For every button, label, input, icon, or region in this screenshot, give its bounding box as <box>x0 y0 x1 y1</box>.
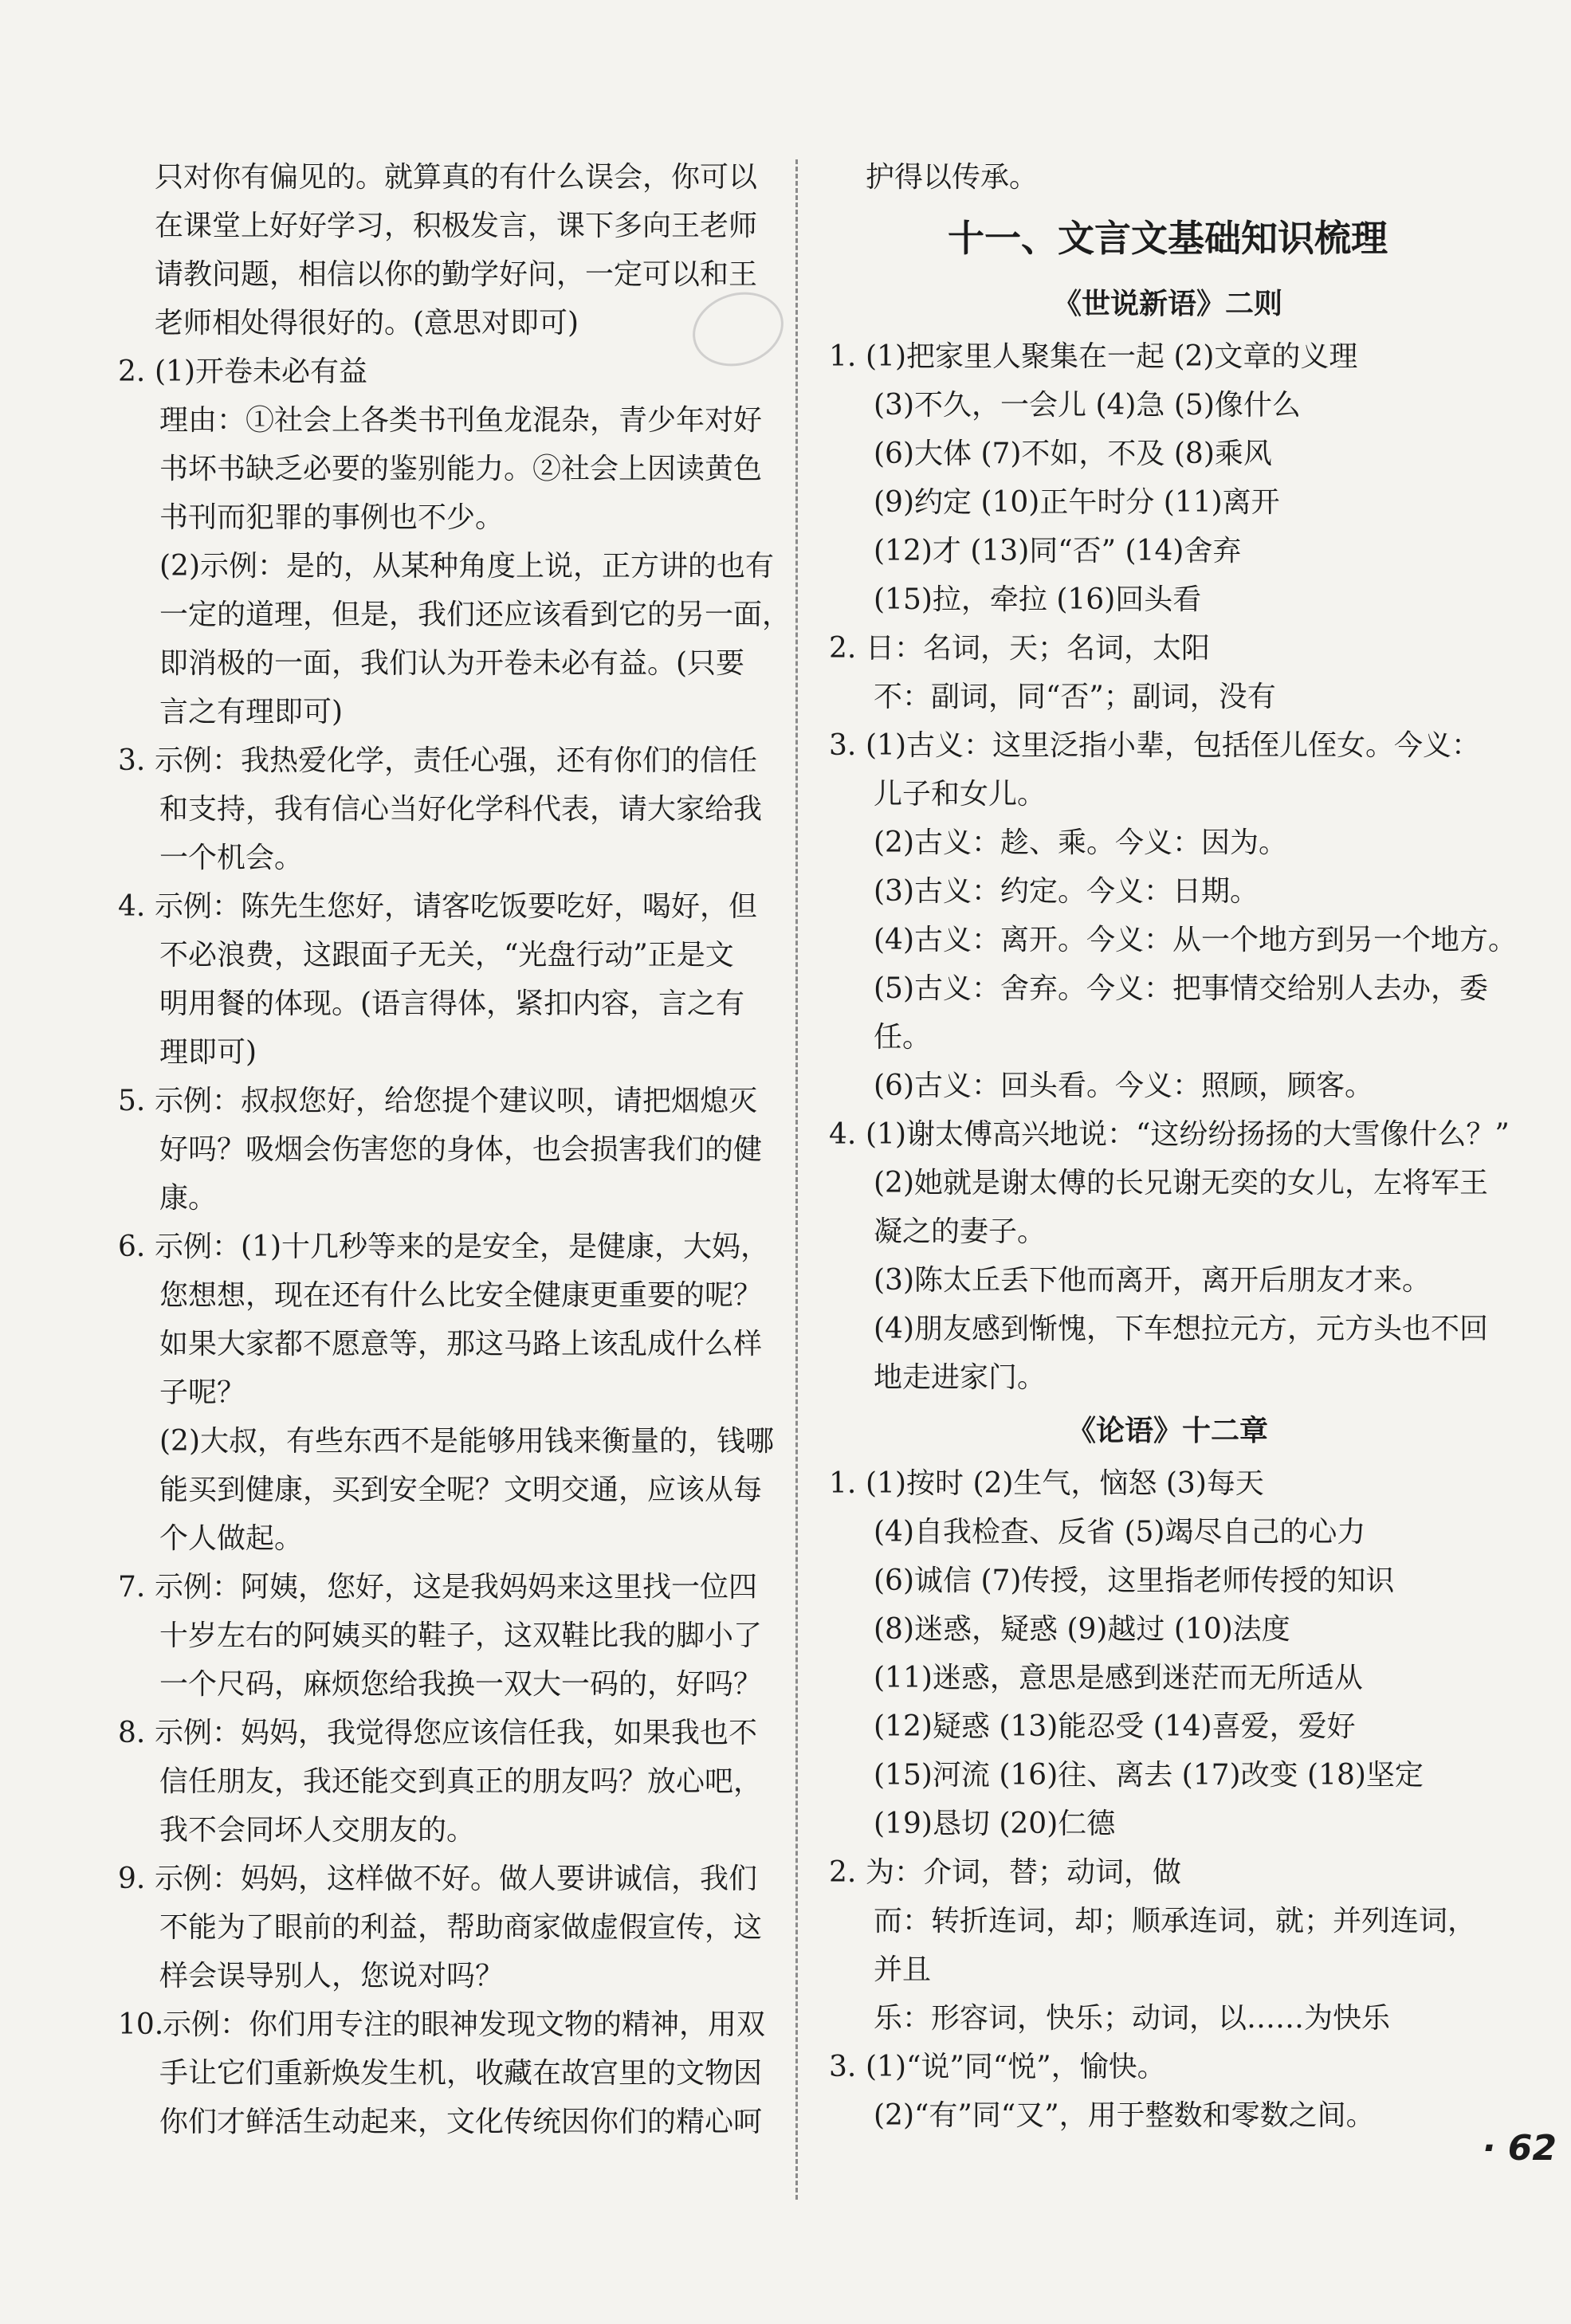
line-text: 如果大家都不愿意等，那这马路上该乱成什么样 <box>159 1328 763 1360</box>
line-text: (3)不久，一会儿 (4)急 (5)像什么 <box>874 389 1301 422</box>
line-text: 言之有理即可) <box>159 696 344 728</box>
line-text: (4)古义：离开。今义：从一个地方到另一个地方。 <box>874 924 1517 956</box>
answer-line <box>829 1207 1483 1256</box>
answer-line <box>118 1611 780 1660</box>
answer-line <box>118 153 780 202</box>
line-text: 子呢？ <box>159 1376 246 1409</box>
line-text: (3)古义：约定。今义：日期。 <box>874 875 1259 908</box>
line-text: (2)示例：是的，从某种角度上说，正方讲的也有 <box>159 550 774 583</box>
item-number: 3. <box>118 744 146 777</box>
left-column <box>118 153 791 2146</box>
line-text: (1)把家里人聚集在一起 (2)文章的义理 <box>866 340 1358 373</box>
answer-line <box>829 819 1483 867</box>
answer-line <box>829 1605 1483 1654</box>
line-text: (1)古义：这里泛指小辈，包括侄儿侄女。今义： <box>866 729 1480 762</box>
item-number: 8. <box>118 1717 146 1749</box>
line-text: 一个尺码，麻烦您给我换一双大一码的，好吗？ <box>159 1668 763 1701</box>
line-text: 儿子和女儿。 <box>874 778 1047 811</box>
item-number: 2. <box>829 1856 857 1889</box>
answer-line <box>118 250 780 299</box>
section-title: 十一、文言文基础知识梳理 <box>948 217 1388 260</box>
line-text: 示例：陈先生您好，请客吃饭要吃好，喝好，但 <box>155 890 758 923</box>
line-text: (4)朋友感到惭愧，下车想拉元方，元方头也不回 <box>874 1313 1488 1345</box>
answer-line <box>118 542 780 591</box>
line-text: (1)“说”同“悦”，愉快。 <box>866 2051 1166 2083</box>
line-text: (8)迷惑，疑惑 (9)越过 (10)法度 <box>874 1613 1290 1646</box>
line-text: (15)拉，牵拉 (16)回头看 <box>874 583 1202 616</box>
answer-line <box>118 1417 780 1466</box>
line-text: 老师相处得很好的。(意思对即可) <box>155 307 579 340</box>
line-text: (6)大体 (7)不如，不及 (8)乘风 <box>874 438 1272 470</box>
item-number: 4. <box>829 1118 857 1151</box>
line-text: (4)自我检查、反省 (5)竭尽自己的心力 <box>874 1516 1366 1549</box>
answer-line <box>118 1271 780 1320</box>
line-text: 示例：我热爱化学，责任心强，还有你们的信任 <box>155 744 758 777</box>
answer-line <box>118 1806 780 1855</box>
answer-line <box>118 1368 780 1417</box>
answer-line <box>118 785 780 834</box>
answer-line <box>829 770 1483 819</box>
answer-line <box>118 1028 780 1077</box>
line-text: 示例：(1)十几秒等来的是安全，是健康，大妈， <box>155 1231 769 1263</box>
item-number: 3. <box>829 729 857 762</box>
subsection-title-lunyu: 《论语》十二章 <box>1066 1414 1268 1447</box>
line-text: (2)大叔，有些东西不是能够用钱来衡量的，钱哪 <box>159 1425 774 1458</box>
answer-line <box>829 1557 1483 1605</box>
item-number: 6. <box>118 1231 146 1263</box>
answer-item <box>829 624 1483 673</box>
answer-line <box>118 2049 780 2098</box>
answer-line <box>118 493 780 542</box>
answer-line <box>118 1320 780 1368</box>
answer-line <box>829 1159 1488 1207</box>
line-text: (2)古义：趁、乘。今义：因为。 <box>874 826 1287 859</box>
line-text: 一个机会。 <box>159 842 304 874</box>
line-text: (12)才 (13)同“否” (14)舍弃 <box>874 535 1242 567</box>
answer-line <box>118 396 780 445</box>
item-number: 2. <box>118 355 146 388</box>
line-text: 即消极的一面，我们认为开卷未必有益。(只要 <box>159 647 745 680</box>
item-number: 5. <box>118 1085 146 1117</box>
answer-line <box>829 964 1488 1013</box>
line-text: (3)陈太丘丢下他而离开，离开后朋友才来。 <box>874 1264 1431 1297</box>
answer-line <box>829 916 1517 964</box>
line-text: 为：介词，替；动词，做 <box>866 1856 1182 1889</box>
line-text: 不必浪费，这跟面子无关，“光盘行动”正是文 <box>159 939 734 972</box>
answer-line <box>118 1757 780 1806</box>
answer-line <box>829 1702 1483 1751</box>
line-text: 乐：形容词，快乐；动词，以……为快乐 <box>874 2002 1391 2035</box>
answer-item <box>118 1563 780 1611</box>
answer-item <box>118 1855 780 1903</box>
item-number: 10. <box>118 2008 164 2041</box>
answer-line <box>118 688 780 736</box>
item-number: 1. <box>829 1467 857 1500</box>
line-text: (1)开卷未必有益 <box>155 355 367 388</box>
answer-item <box>118 882 780 931</box>
line-text: (1)谢太傅高兴地说：“这纷纷扬扬的大雪像什么？” <box>866 1118 1510 1151</box>
line-text: 不：副词，同“否”；副词，没有 <box>874 681 1276 713</box>
answer-line <box>118 202 780 250</box>
line-text: 示例：妈妈，我觉得您应该信任我，如果我也不 <box>155 1717 758 1749</box>
line-text: 日：名词，天；名词，太阳 <box>866 632 1211 665</box>
line-text: 只对你有偏见的。就算真的有什么误会，你可以 <box>155 161 758 194</box>
answer-line <box>829 867 1483 916</box>
line-text: 请教问题，相信以你的勤学好问，一定可以和王 <box>155 258 758 291</box>
answer-line <box>118 979 780 1028</box>
answer-line <box>118 1903 780 1952</box>
answer-item <box>829 2043 1483 2091</box>
line-text: 任。 <box>874 1021 932 1054</box>
line-text: (6)古义：回头看。今义：照顾，顾客。 <box>874 1070 1373 1102</box>
continued-line: 护得以传承。 <box>866 161 1039 194</box>
answer-item <box>829 721 1483 770</box>
item-number: 3. <box>829 2051 857 2083</box>
line-text: 能买到健康，买到安全呢？文明交通，应该从每 <box>159 1474 763 1506</box>
answer-line <box>118 639 780 688</box>
answer-item <box>118 1709 780 1757</box>
answer-line <box>829 1945 1483 1994</box>
line-text: 你们才鲜活生动起来，文化传统因你们的精心呵 <box>159 2106 763 2138</box>
answer-line <box>829 1508 1483 1557</box>
line-text: 示例：叔叔您好，给您提个建议呗，请把烟熄灭 <box>155 1085 758 1117</box>
answer-line <box>829 1305 1488 1353</box>
line-text: (1)按时 (2)生气，恼怒 (3)每天 <box>866 1467 1264 1500</box>
answer-line <box>829 1353 1483 1402</box>
shishuo-answers <box>829 332 1517 1402</box>
answer-line <box>829 478 1483 527</box>
answer-line <box>829 1994 1483 2043</box>
answer-line <box>829 1062 1483 1110</box>
answer-line <box>829 575 1483 624</box>
answer-line <box>118 299 780 347</box>
answer-line <box>118 2098 780 2146</box>
line-text: 明用餐的体现。(语言得体，紧扣内容，言之有 <box>159 987 745 1020</box>
line-text: 十岁左右的阿姨买的鞋子，这双鞋比我的脚小了 <box>159 1619 763 1652</box>
line-text: (6)诚信 (7)传授，这里指老师传授的知识 <box>874 1564 1395 1597</box>
line-text: 康。 <box>159 1182 218 1215</box>
answer-item <box>118 1223 780 1271</box>
answer-item <box>118 2000 780 2049</box>
right-column <box>829 153 1517 2140</box>
line-text: 示例：妈妈，这样做不好。做人要讲诚信，我们 <box>155 1863 758 1895</box>
answer-line <box>829 1800 1483 1848</box>
answer-line <box>829 430 1483 478</box>
line-text: (19)恳切 (20)仁德 <box>874 1808 1116 1840</box>
line-text: 手让它们重新焕发生机，收藏在故宫里的文物因 <box>159 2057 763 2090</box>
line-text: 不能为了眼前的利益，帮助商家做虚假宣传，这 <box>159 1911 763 1944</box>
answer-line <box>118 445 780 493</box>
answer-line <box>829 1751 1483 1800</box>
line-text: 样会误导别人，您说对吗？ <box>159 1960 505 1992</box>
answer-line <box>118 1466 780 1514</box>
answer-line <box>829 527 1483 575</box>
answer-line <box>829 381 1483 430</box>
answer-line <box>829 1256 1483 1305</box>
line-text: 理由：①社会上各类书刊鱼龙混杂，青少年对好 <box>159 404 763 437</box>
answer-item <box>118 736 780 785</box>
item-number: 7. <box>118 1571 146 1604</box>
answer-line <box>829 2091 1483 2140</box>
answer-item <box>829 332 1483 381</box>
answer-line <box>118 1174 780 1223</box>
line-text: 一定的道理，但是，我们还应该看到它的另一面， <box>159 599 791 631</box>
answer-item <box>118 347 780 396</box>
line-text: 在课堂上好好学习，积极发言，课下多向王老师 <box>155 210 758 242</box>
answer-item <box>829 1848 1483 1897</box>
answer-item <box>829 1110 1510 1159</box>
line-text: 我不会同坏人交朋友的。 <box>159 1814 476 1847</box>
answer-line <box>118 1514 780 1563</box>
column-divider <box>795 159 798 2200</box>
line-text: 而：转折连词，却；顺承连词，就；并列连词， <box>874 1905 1477 1937</box>
item-number: 2. <box>829 632 857 665</box>
line-text: 和支持，我有信心当好化学科代表，请大家给我 <box>159 793 763 826</box>
line-text: 地走进家门。 <box>874 1361 1047 1394</box>
line-text: 信任朋友，我还能交到真正的朋友吗？放心吧， <box>159 1765 763 1798</box>
line-text: 书坏书缺乏必要的鉴别能力。②社会上因读黄色 <box>159 453 763 485</box>
line-text: (5)古义：舍弃。今义：把事情交给别人去办，委 <box>874 972 1488 1005</box>
item-number: 1. <box>829 340 857 373</box>
lunyu-answers <box>829 1459 1483 2140</box>
line-text: 凝之的妻子。 <box>874 1215 1047 1248</box>
subsection-title-shishuo: 《世说新语》二则 <box>1052 287 1282 320</box>
answer-line <box>829 1013 1483 1062</box>
answer-item <box>118 1077 780 1125</box>
answer-line <box>829 1654 1483 1702</box>
item-number: 9. <box>118 1863 146 1895</box>
answer-line <box>118 1660 780 1709</box>
line-text: (15)河流 (16)往、离去 (17)改变 (18)坚定 <box>874 1759 1424 1792</box>
answer-line <box>118 931 780 979</box>
line-text: 并且 <box>874 1953 932 1986</box>
answer-line <box>829 673 1483 721</box>
line-text: 示例：阿姨，您好，这是我妈妈来这里找一位四 <box>155 1571 758 1604</box>
line-text: 您想想，现在还有什么比安全健康更重要的呢？ <box>159 1279 763 1312</box>
line-text: (9)约定 (10)正午时分 (11)离开 <box>874 486 1280 519</box>
line-text: 书刊而犯罪的事例也不少。 <box>159 501 505 534</box>
answer-line <box>118 591 791 639</box>
line-text: 理即可) <box>159 1036 257 1069</box>
line-text: 示例：你们用专注的眼神发现文物的精神，用双 <box>163 2008 766 2041</box>
line-text: (2)她就是谢太傅的长兄谢无奕的女儿，左将军王 <box>874 1167 1488 1199</box>
answer-line <box>118 1952 780 2000</box>
answer-item <box>829 1459 1483 1508</box>
line-text: (11)迷惑，意思是感到迷茫而无所适从 <box>874 1662 1363 1694</box>
line-text: 个人做起。 <box>159 1522 304 1555</box>
line-text: (2)“有”同“又”，用于整数和零数之间。 <box>874 2099 1375 2132</box>
answer-line <box>118 834 780 882</box>
line-text: 好吗？吸烟会伤害您的身体，也会损害我们的健 <box>159 1133 763 1166</box>
item-number: 4. <box>118 890 146 923</box>
answer-line <box>118 1125 780 1174</box>
answer-line <box>829 1897 1483 1945</box>
line-text: (12)疑惑 (13)能忍受 (14)喜爱，爱好 <box>874 1710 1356 1743</box>
page-number: · 62 <box>1482 2128 1557 2169</box>
